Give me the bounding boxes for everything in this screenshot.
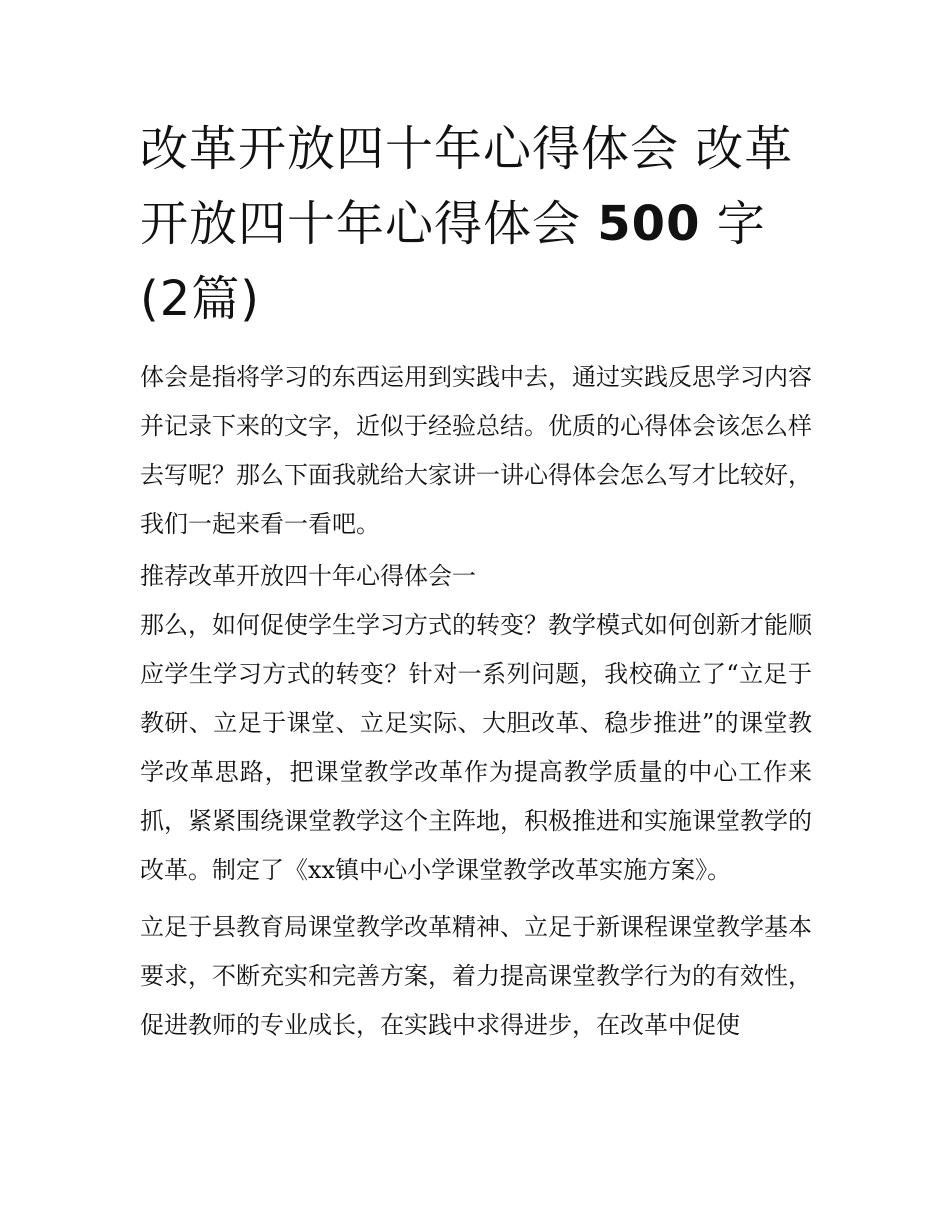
section-heading: 推荐改革开放四十年心得体会一 xyxy=(140,562,476,590)
title-text-1: 改革开放四十年心得体会 改革开放四十年心得体会 xyxy=(140,121,794,252)
document-title xyxy=(140,112,812,337)
title-text-2: 字(2篇) xyxy=(140,196,766,327)
document-body xyxy=(140,112,812,1053)
intro-paragraph: 体会是指将学习的东西运用到实践中去，通过实践反思学习内容并记录下来的文字，近似于经验总结。优质的心得体会该怎么样去写呢？那么下面我就给大家讲一讲心得体会怎么写才比较好，我们一起来看一看吧。 xyxy=(140,363,812,538)
body-paragraph: 那么，如何促使学生学习方式的转变？教学模式如何创新才能顺应学生学习方式的转变？针对一系列问题，我校确立了“立足于教研、立足于课堂、立足实际、大胆改革、稳步推进”的课堂教学改革思路，把课堂教学改革作为提高教学质量的中心工作来抓，紧紧围绕课堂教学这个主阵地，积极推进和实施课堂教学的改革。制定了《xx镇中心小学课堂教学改革实施方案》。 xyxy=(140,611,812,884)
body-paragraph: 立足于县教育局课堂教学改革精神、立足于新课程课堂教学基本要求，不断充实和完善方案，着力提高课堂教学行为的有效性，促进教师的专业成长，在实践中求得进步，在改革中促使 xyxy=(140,913,812,1039)
title-number: 500 xyxy=(597,196,701,252)
